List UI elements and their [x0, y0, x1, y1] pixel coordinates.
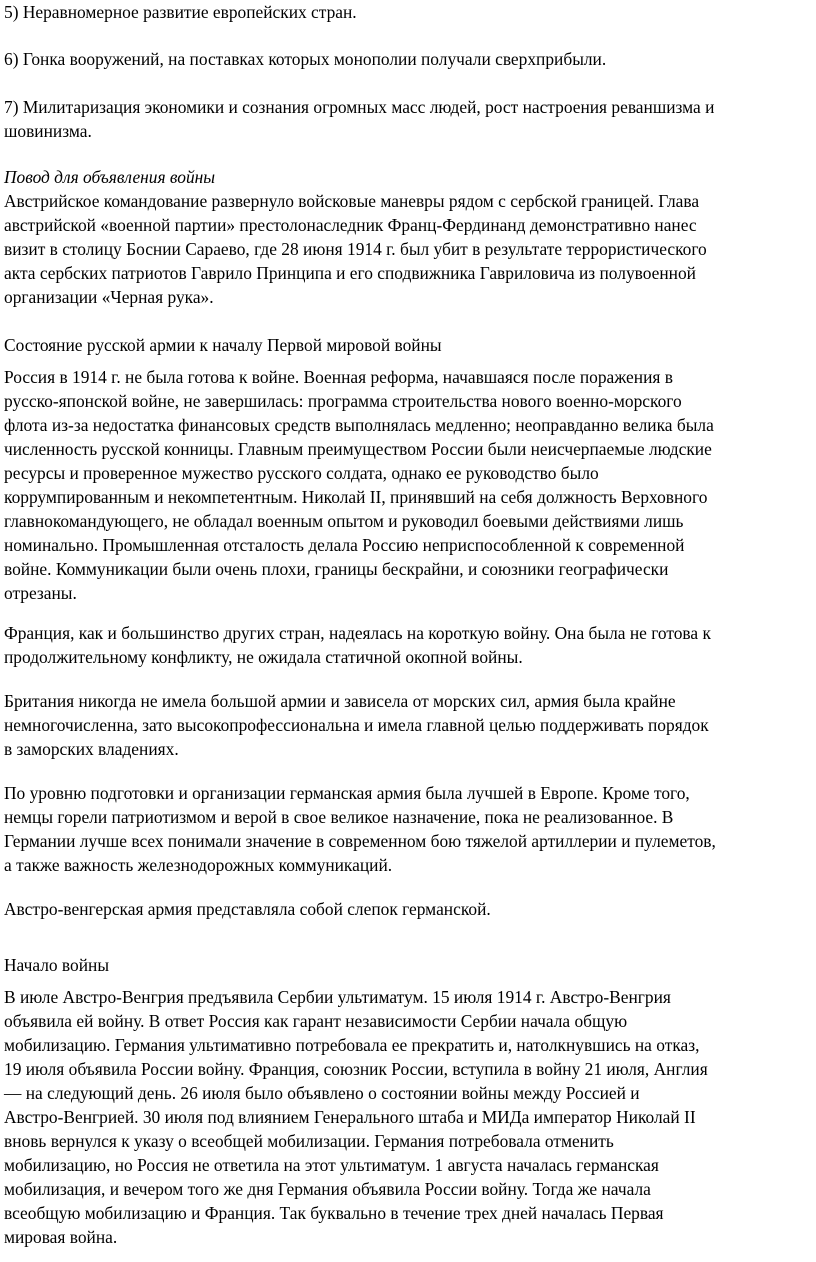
- section-heading-war-start: Начало войны: [4, 955, 110, 975]
- paragraph-pretext: Австрийское командование развернуло войсковые маневры рядом с сербской границей. Глава австрийской «военной партии» престолонаследник Франц-Фердинанд демонстративно нанес визит в столицу Боснии Сараево, где 28 июня 1914 г. был убит в результате террористического акта сербских патриотов Гаврило Принципа и его сподвижника Гавриловича из полувоенной организации «Черная рука».: [4, 191, 707, 307]
- section-heading-pretext: Повод для объявления войны: [4, 167, 216, 187]
- paragraph-germany: По уровню подготовки и организации германская армия была лучшей в Европе. Кроме того, немцы горели патриотизмом и верой в свое великое назначение, пока не реализованное. В Германии лучше всех понимали значение в современном бою тяжелой артиллерии и пулеметов, а также важность железнодорожных коммуникаций.: [4, 783, 716, 875]
- paragraph-russia: Россия в 1914 г. не была готова к войне. Военная реформа, начавшаяся после поражения в русско-японской войне, не завершилась: программа строительства нового военно-морского флота из-за недостатка финансовых средств выполнялась медленно; неоправданно велика была численность русской конницы. Главным преимуществом России были неисчерпаемые людские ресурсы и проверенное мужество русского солдата, однако ее руководство было коррумпированным и некомпетентным. Николай II, принявший на себя должность Верховного главнокомандующего, не обладал военным опытом и руководил боевыми действиями лишь номинально. Промышленная отсталость делала Россию неприспособленной к современной войне. Коммуникации были очень плохи, границы бескрайни, и союзники географически отрезаны.: [4, 367, 714, 603]
- list-item-6: 6) Гонка вооружений, на поставках которых монополии получали сверхприбыли.: [4, 49, 607, 69]
- paragraph-france: Франция, как и большинство других стран, надеялась на короткую войну. Она была не готова к продолжительному конфликту, не ожидала статичной окопной войны.: [4, 623, 711, 667]
- paragraph-austria-hungary: Австро-венгерская армия представляла собой слепок германской.: [4, 899, 491, 919]
- paragraph-britain: Британия никогда не имела большой армии и зависела от морских сил, армия была крайне немногочисленна, зато высокопрофессиональна и имела главной целью поддерживать порядок в заморских владениях.: [4, 691, 709, 759]
- section-heading-army-state: Состояние русской армии к началу Первой мировой войны: [4, 335, 442, 355]
- list-item-5: 5) Неравномерное развитие европейских стран.: [4, 2, 357, 22]
- list-item-7: 7) Милитаризация экономики и сознания огромных масс людей, рост настроения реваншизма и шовинизма.: [4, 97, 715, 141]
- paragraph-war-start: В июле Австро-Венгрия предъявила Сербии ультиматум. 15 июля 1914 г. Австро-Венгрия объявила ей войну. В ответ Россия как гарант независимости Сербии начала общую мобилизацию. Германия ультимативно потребовала ее прекратить и, натолкнувшись на отказ, 19 июля объявила России войну. Франция, союзник России, вступила в войну 21 июля, Англия — на следующий день. 26 июля было объявлено о состоянии войны между Россией и Австро-Венгрией. 30 июля под влиянием Генерального штаба и МИДа император Николай II вновь вернулся к указу о всеобщей мобилизации. Германия потребовала отменить мобилизацию, но Россия не ответила на этот ультиматум. 1 августа началась германская мобилизация, и вечером того же дня Германия объявила России войну. Тогда же начала всеобщую мобилизацию и Франция. Так буквально в течение трех дней началась Первая мировая война.: [4, 987, 708, 1247]
